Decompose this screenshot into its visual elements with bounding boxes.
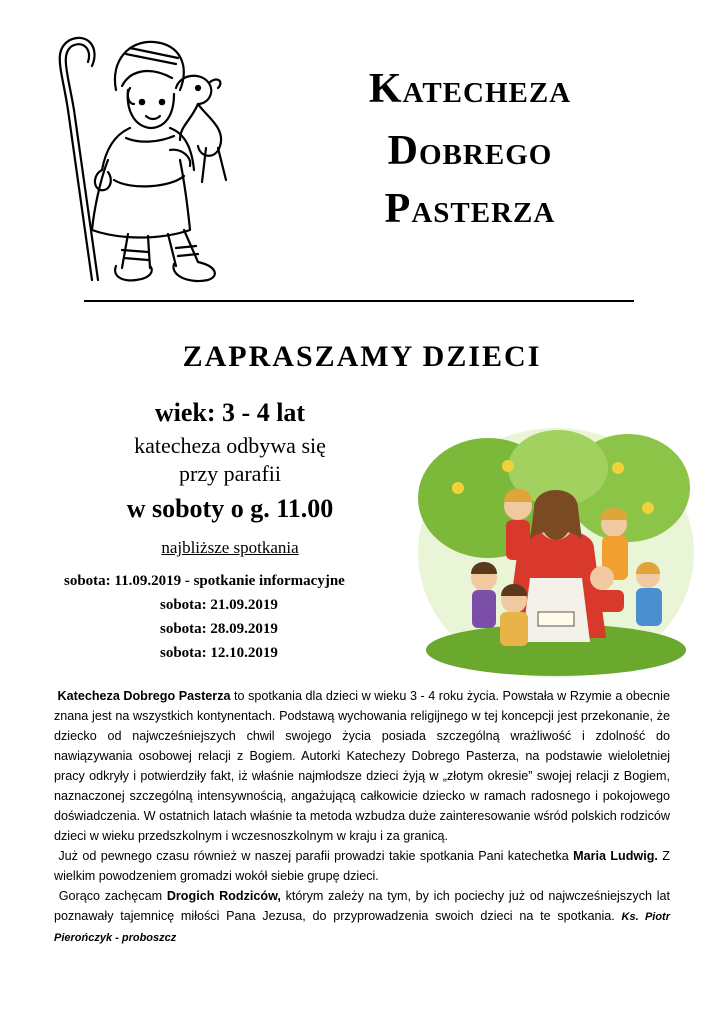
- schedule-time: w soboty o g. 11.00: [126, 494, 334, 523]
- invitation-heading: ZAPRASZAMY DZIECI: [182, 340, 542, 373]
- paragraph-3: [54, 886, 670, 948]
- title-line-3: Pasterza: [384, 186, 556, 232]
- meeting-date-3: sobota: 28.09.2019: [160, 621, 278, 637]
- jesus-with-children-illustration: [418, 428, 694, 678]
- meeting-date-1: sobota: 11.09.2019 - spotkanie informacyjne: [64, 573, 345, 589]
- description-text: [54, 686, 670, 948]
- age-info: wiek: 3 - 4 lat: [154, 398, 306, 427]
- paragraph-1: [54, 686, 670, 846]
- paragraph-2: [54, 846, 670, 886]
- paragraph-2-text: Już od pewnego czasu również w naszej parafii prowadzi takie spotkania Pani katechetka: [58, 849, 574, 863]
- location-info-line-1: katecheza odbywa się: [134, 433, 326, 458]
- paragraph-2-text-end: Z wielkim powodzeniem gromadzi wokół siebie grupę dzieci.: [54, 849, 670, 883]
- meeting-date-2: sobota: 21.09.2019: [160, 597, 278, 613]
- paragraph-1-text: to spotkania dla dzieci w wieku 3 - 4 roku życia. Powstała w Rzymie a obecnie znana jest na wszystkich kontynentach. Podstawą wychowania religijnego w tej koncepcji jest przekonanie, że dziecko od najwcześniejszych chwil swojego życia posiada szczególną wrażliwość i zdolność do nawiązywania osobowej relacji z Bogiem. Autorki Katechezy Dobrego Pasterza, na podstawie wieloletniej pracy odkryły i potwierdziły fakt, iż właśnie najmłodsze dzieci żyją w „złotym okresie” swojej relacji z Bogiem, naznaczonej szczególną intensywnością, angażującą całkowicie dziecko w ramach radosnego i pokojowego doświadczenia. W ostatnich latach właśnie ta metoda wzbudza duże zainteresowanie wśród polskich rodziców dzieci w wieku przedszkolnym i wczesnoszkolnym w kraju i za granicą.: [54, 689, 670, 843]
- shepherd-illustration: [30, 30, 270, 290]
- divider-line: [84, 300, 634, 302]
- paragraph-3-text: Gorąco zachęcam: [58, 889, 167, 903]
- title-line-1: Katecheza: [368, 66, 572, 112]
- program-name: Katecheza Dobrego Pasterza: [57, 689, 231, 703]
- meeting-date-4: sobota: 12.10.2019: [160, 645, 278, 661]
- upcoming-meetings-label: najbliższe spotkania: [161, 538, 299, 557]
- location-info-line-2: przy parafii: [179, 461, 281, 486]
- parents-address: Drogich Rodziców,: [166, 889, 281, 903]
- paragraph-3-text-end: którym zależy na tym, by ich pociechy już od najwcześniejszych lat poznawały tajemnicę miłości Pana Jezusa, do przyprowadzenia swoich dzieci na te spotkania.: [54, 889, 670, 923]
- signature: Ks. Piotr Pierończyk - proboszcz: [54, 911, 670, 944]
- catechist-name: Maria Ludwig.: [573, 849, 658, 863]
- title-line-2: Dobrego: [387, 128, 553, 174]
